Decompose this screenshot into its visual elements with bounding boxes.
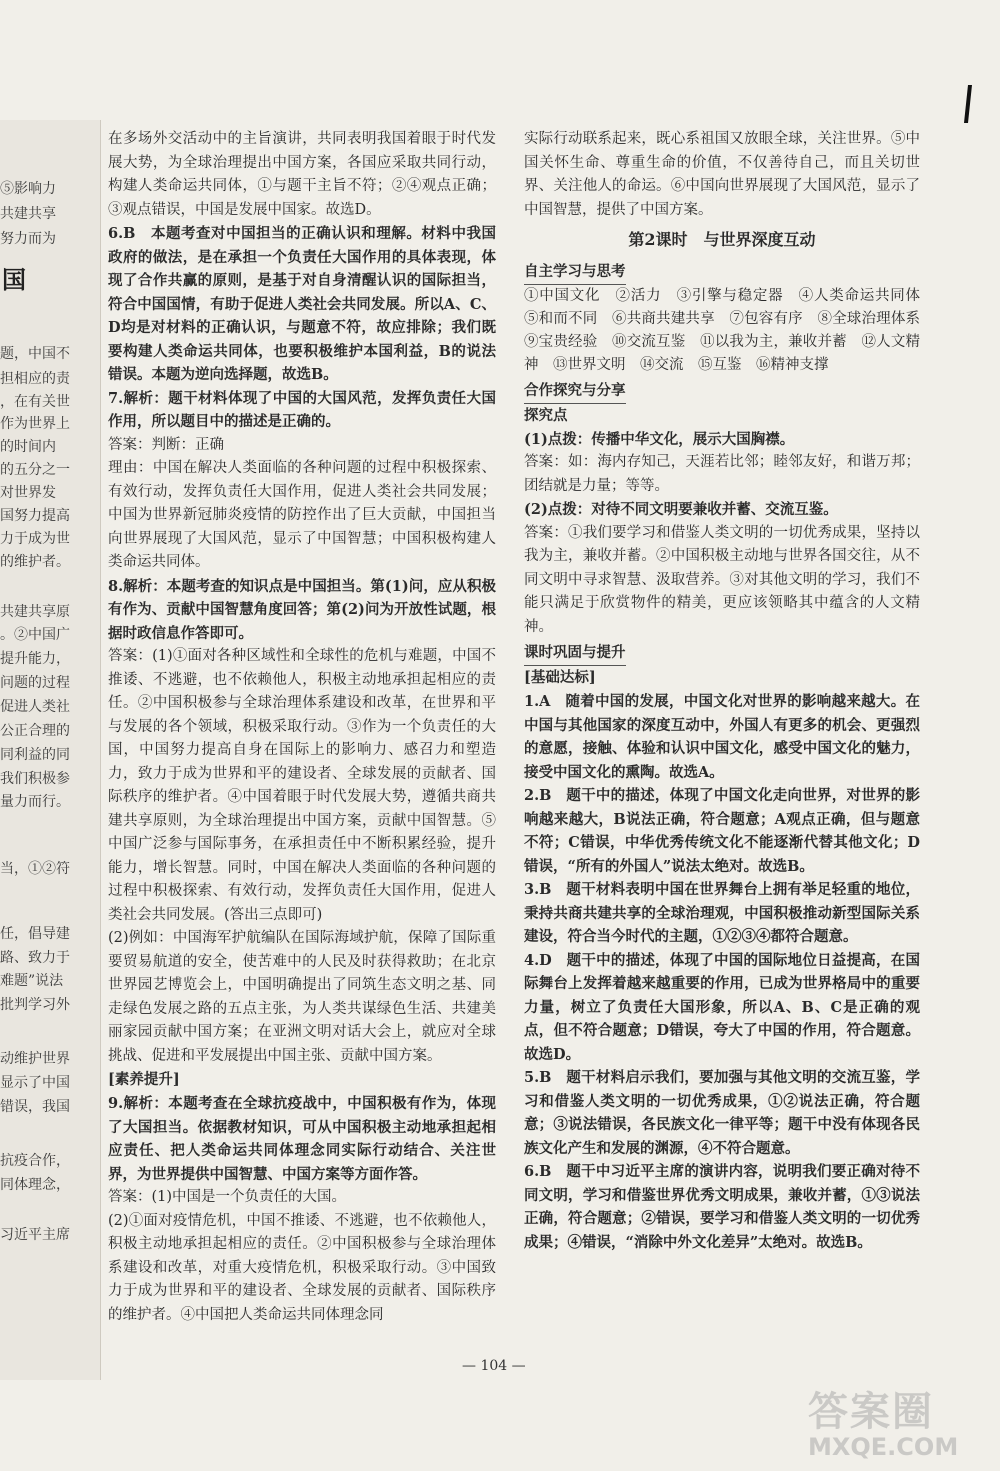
left-fragment-line: 的时间内 <box>0 439 56 455</box>
question-8-answer-1: 答案：(1)①面对各种区域性和全球性的危机与难题，中国不推诿、不逃避，也不依赖他人，积极主动地承担起相应的责任。②中国积极参与全球治理体系建设和改革，在世界和平与发展的各个领域，积极采取行动。③作为一个负责任的大国，中国努力提高自身在国际上的影响力、感召力和塑造力，致力于成为世界和平的建设者、全球发展的贡献者、国际秩序的维护者。④中国着眼于时代发展大势，遵循共商共建共享原则，为全球治理提出中国方案，贡献中国智慧。⑤中国广泛参与国际事务，在承担责任中不断积累经验，提升能力，增长智慧。同时，中国在解决人类面临的各种问题的过程中积极探索、有效行动，发挥负责任大国作用，促进人类社会共同发展。(答出三点即可) <box>108 648 496 923</box>
right-paragraph-1: 实际行动联系起来，既心系祖国又放眼全球，关注世界。⑤中国关怀生命、尊重生命的价值，不仅善待自己，而且关切世界、关注他人的命运。⑥中国向世界展现了大国风范，显示了中国智慧，提供了中国方案。 <box>524 131 920 218</box>
left-fragment-line: 批判学习外 <box>0 997 70 1013</box>
left-fragment-line: 习近平主席 <box>0 1227 70 1243</box>
left-fragment-line: 的五分之一 <box>0 462 70 478</box>
mid-paragraph-1: 在多场外交活动中的主旨演讲，共同表明我国着眼于时代发展大势，为全球治理提出中国方案，各国应采取共同行动，构建人类命运共同体，①与题干主旨不符；②④观点正确；③观点错误，中国是发展中国家。故选D。 <box>108 131 496 218</box>
fill-in-answers: ①中国文化 ②活力 ③引擎与稳定器 ④人类命运共同体 ⑤和而不同 ⑥共商共建共享 ⑦包容有序 ⑧全球治理体系 ⑨宝贵经验 ⑩交流互鉴 ⑪以我为主，兼收并蓄 ⑫人文精神 ⑬世界文明 ⑭交流 ⑮互鉴 ⑯精神支撑 <box>524 288 935 373</box>
question-6-analysis: 6.B 本题考查对中国担当的正确认识和理解。材料中我国政府的做法，是在承担一个负责任大国作用的具体表现，体现了合作共赢的原则，是基于对自身清醒认识的国际担当，符合中国国情，有助于促进人类社会共同发展。所以A、C、D均是对材料的正确认识，与题意不符，故应排除；我们既要构建人类命运共同体，也要积极维护本国利益，B的说法错误。本题为逆向选择题，故选B。 <box>108 225 496 383</box>
right-column <box>524 128 935 1254</box>
heading-self-study: 自主学习与思考 <box>524 260 626 285</box>
left-fragment-line: 问题的过程 <box>0 675 70 691</box>
right-question-2: 2.B 题干中的描述，体现了中国文化走向世界，对世界的影响越来越大，B说法正确，符合题意；A观点正确，但与题意不符；C错误，中华优秀传统文化不能逐渐代替其他文化；D错误，“所有的外国人”说法太绝对。故选B。 <box>524 787 920 875</box>
left-fragment-line: 难题”说法 <box>0 973 64 989</box>
watermark-main: 答案圈 <box>808 1389 934 1435</box>
left-fragment-line: 当，①②符 <box>0 861 70 877</box>
left-fragment-line: 动维护世界 <box>0 1051 70 1067</box>
left-fragment-line: 公正合理的 <box>0 723 70 739</box>
left-fragment-line: 量力而行。 <box>0 794 70 810</box>
section-suyang: [素养提升] <box>108 1071 180 1088</box>
lesson-title: 第2课时 与世界深度互动 <box>628 230 816 249</box>
question-8-analysis: 8.解析：本题考查的知识点是中国担当。第(1)问，应从积极有作为、贡献中国智慧角度回答；第(2)问为开放性试题，根据时政信息作答即可。 <box>108 577 496 642</box>
left-fragment-line: 路、致力于 <box>0 950 70 966</box>
watermark-url: MXQE.COM <box>808 1433 959 1461</box>
left-fragment-line: 同利益的同 <box>0 747 70 763</box>
explore-1-tip: (1)点拨：传播中华文化，展示大国胸襟。 <box>524 430 795 448</box>
question-9-answer-2: (2)①面对疫情危机，中国不推诿、不逃避，也不依赖他人，积极主动地承担起相应的责任。②中国积极参与全球治理体系建设和改革，对重大疫情危机，积极采取行动。③中国致力于成为世界和平的建设者、全球发展的贡献者、国际秩序的维护者。④中国把人类命运共同体理念同 <box>108 1212 496 1323</box>
left-fragment-line: 共建共享 <box>0 206 56 222</box>
left-heading-fragment: 国 <box>2 265 26 294</box>
left-fragment-line: 对世界发 <box>0 485 56 501</box>
question-7-answer: 答案：判断：正确 <box>108 436 224 453</box>
left-fragment-line: 力于成为世 <box>0 531 70 547</box>
middle-column <box>108 128 496 1327</box>
question-8-answer-2: (2)例如：中国海军护航编队在国际海域护航，保障了国际重要贸易航道的安全，使苦难中的人民及时获得救助；在北京世界园艺博览会上，中国明确提出了同筑生态文明之基、同走绿色发展之路的五点主张，为人类共谋绿色生活、共建美丽家园贡献中国方案；在亚洲文明对话大会上，就应对全球挑战、促进和平发展提出中国主张、贡献中国方案。 <box>108 930 496 1064</box>
left-fragment-line: 共建共享原 <box>0 604 70 620</box>
page-number: — 104 — <box>462 1358 526 1374</box>
right-question-4: 4.D 题干中的描述，体现了中国的国际地位日益提高，在国际舞台上发挥着越来越重要的作用，已成为世界格局中的重要力量，树立了负责任大国形象，所以A、B、C是正确的观点，但不符合题意；D错误，夸大了中国的作用，符合题意。故选D。 <box>524 951 920 1063</box>
question-9-answer-1: 答案：(1)中国是一个负责任的大国。 <box>108 1189 347 1205</box>
left-fragment-line: 显示了中国 <box>0 1075 70 1091</box>
explore-2-answer: 答案：①我们要学习和借鉴人类文明的一切优秀成果，坚持以我为主，兼收并蓄。②中国积极主动地与世界各国交往，从不同文明中寻求智慧、汲取营养。③对其他文明的学习，我们不能只满足于欣赏物件的精美，更应该领略其中蕴含的人文精神。 <box>524 524 920 635</box>
left-fragment-line: 国努力提高 <box>0 508 70 524</box>
left-fragment-line: 的维护者。 <box>0 554 70 570</box>
left-fragment-line: 错误，我国 <box>0 1099 70 1115</box>
left-fragment-line: 作为世界上 <box>0 416 70 432</box>
left-fragment-line: 。②中国广 <box>0 627 70 643</box>
right-question-6: 6.B 题干中习近平主席的演讲内容，说明我们要正确对待不同文明，学习和借鉴世界优秀文明成果，兼收并蓄，①③说法正确，符合题意；②错误，要学习和借鉴人类文明的一切优秀成果；④错误，“消除中外文化差异”太绝对。故选B。 <box>524 1163 920 1251</box>
right-question-5: 5.B 题干材料启示我们，要加强与其他文明的交流互鉴，学习和借鉴人类文明的一切优秀成果，①②说法正确，符合题意；③说法错误，各民族文化一律平等；题干中没有体现各民族文化产生和发展的渊源，④不符合题意。 <box>524 1069 920 1157</box>
left-fragment-line: 同体理念， <box>0 1177 70 1193</box>
question-7-analysis: 7.解析：题干材料体现了中国的大国风范，发挥负责任大国作用，所以题目中的描述是正确的。 <box>108 389 496 430</box>
left-fragment-line: ⑤影响力 <box>0 181 56 197</box>
right-question-3: 3.B 题干材料表明中国在世界舞台上拥有举足轻重的地位，秉持共商共建共享的全球治理观，中国积极推动新型国际关系建设，符合当今时代的主题，①②③④都符合题意。 <box>524 881 920 945</box>
explore-2-tip: (2)点拨：对待不同文明要兼收并蓄、交流互鉴。 <box>524 501 838 518</box>
question-9-analysis: 9.解析：本题考查在全球抗疫战中，中国积极有作为，体现了大国担当。依据教材知识，可从中国积极主动地承担起相应责任、把人类命运共同体理念同实际行动结合、关注世界，为世界提供中国智慧、中国方案等方面作答。 <box>108 1095 496 1183</box>
left-fragment-line: 努力而为 <box>0 231 56 247</box>
left-fragment-line: 任，倡导建 <box>0 926 70 942</box>
left-fragment-line: 我们积极参 <box>0 771 70 787</box>
left-fragment-line: 提升能力， <box>0 651 70 667</box>
left-fragment-line: 担相应的责 <box>0 371 70 387</box>
watermark-logo <box>808 1380 988 1466</box>
explore-point: 探究点 <box>524 407 568 424</box>
left-column-fragment <box>0 120 101 1380</box>
corner-crop-mark <box>964 85 972 123</box>
left-fragment-line: 题，中国不 <box>0 346 70 362</box>
right-question-1: 1.A 随着中国的发展，中国文化对世界的影响越来越大。在中国与其他国家的深度互动中，外国人有更多的机会、更强烈的意愿，接触、体验和认识中国文化，感受中国文化的魅力，接受中国文化的熏陶。故选A。 <box>524 693 920 781</box>
left-fragment-line: 抗疫合作， <box>0 1153 70 1169</box>
question-7-reason: 理由：中国在解决人类面临的各种问题的过程中积极探索、有效行动，发挥负责任大国作用，促进人类社会共同发展；中国为世界新冠肺炎疫情的防控作出了巨大贡献，中国担当向世界展现了大国风范，显示了中国智慧；中国积极构建人类命运共同体。 <box>108 460 496 570</box>
section-jichu: [基础达标] <box>524 669 596 686</box>
left-fragment-line: 促进人类社 <box>0 699 70 715</box>
heading-consolidation: 课时巩固与提升 <box>524 641 626 666</box>
explore-1-answer: 答案：如：海内存知己，天涯若比邻；睦邻友好，和谐万邦；团结就是力量；等等。 <box>524 454 920 494</box>
heading-cooperation: 合作探究与分享 <box>524 379 626 404</box>
left-fragment-line: ，在有关世 <box>0 394 70 410</box>
